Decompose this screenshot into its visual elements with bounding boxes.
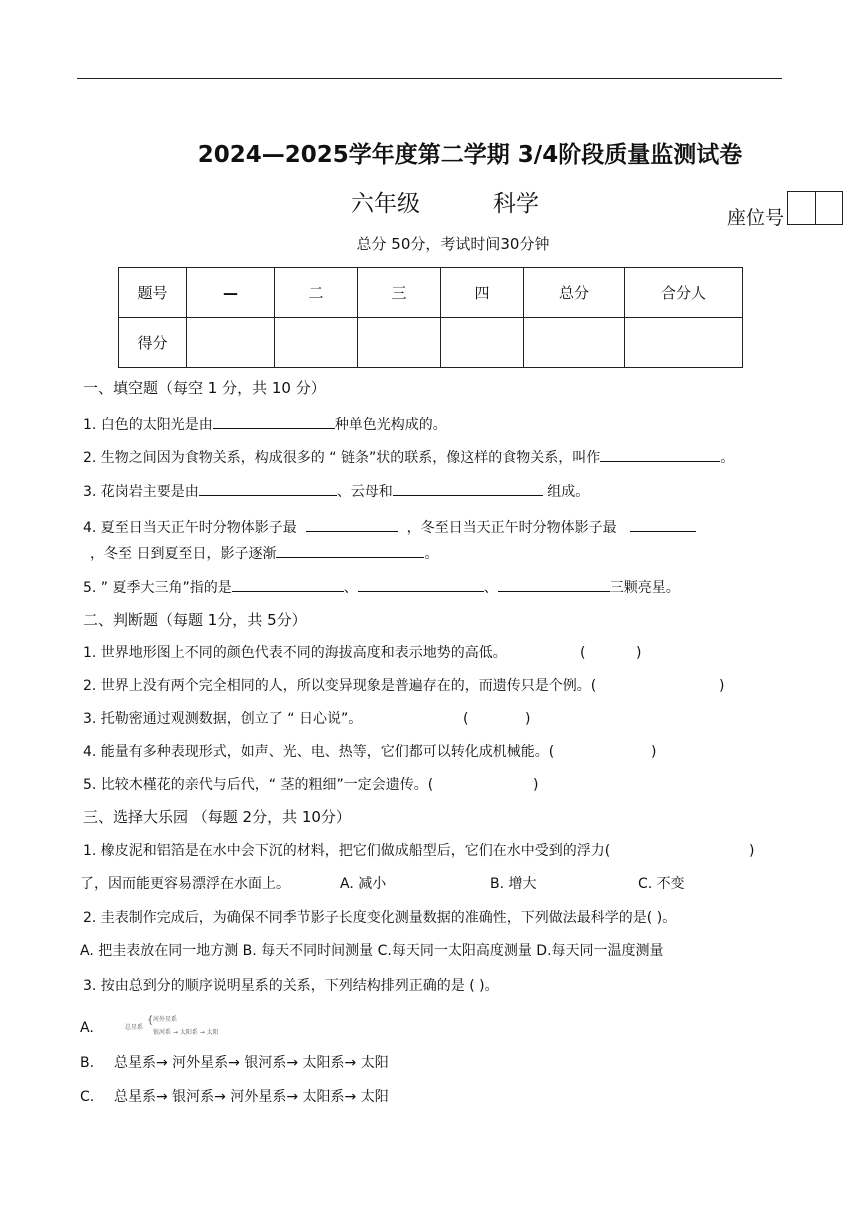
answer-blank[interactable] bbox=[306, 517, 398, 532]
score-table bbox=[118, 267, 743, 368]
seat-box-cell[interactable] bbox=[788, 192, 816, 224]
score-input-cell[interactable] bbox=[187, 318, 275, 368]
q-text: 3. 花岗岩主要是由 bbox=[83, 484, 199, 500]
s1-question-1 bbox=[83, 414, 447, 435]
q-text: ，冬至 日到夏至日，影子逐渐 bbox=[90, 546, 277, 562]
score-input-cell[interactable] bbox=[625, 318, 743, 368]
score-table-header-row bbox=[119, 268, 743, 318]
s2-question-2 bbox=[83, 676, 596, 696]
answer-blank[interactable] bbox=[498, 577, 610, 592]
score-cell: 合分人 bbox=[625, 268, 743, 318]
score-cell: 题号 bbox=[119, 268, 187, 318]
q-text: 2. 生物之间因为食物关系，构成很多的 “ 链条”状的联系，像这样的食物关系，叫作 bbox=[83, 450, 601, 466]
section2-title: 二、判断题（每题 1分，共 5分） bbox=[83, 611, 307, 629]
score-row-label: 得分 bbox=[119, 318, 187, 368]
diagram-top: 河外星系 bbox=[153, 1016, 178, 1023]
seat-label: 座位号 bbox=[727, 207, 785, 229]
grade-label: 六年级 bbox=[351, 191, 420, 217]
score-cell: 二 bbox=[275, 268, 358, 318]
subject-label: 科学 bbox=[493, 191, 539, 217]
top-rule bbox=[77, 78, 782, 79]
exam-info: 总分 50分，考试时间30分钟 bbox=[356, 235, 550, 253]
s1-question-4-cont bbox=[90, 543, 438, 564]
answer-paren-close: ) bbox=[533, 777, 539, 793]
s2-question-3 bbox=[83, 709, 362, 729]
q-text: 。 bbox=[424, 546, 439, 562]
option-c-label[interactable]: C. bbox=[80, 1089, 95, 1105]
option-c-text[interactable]: 总星系→ 银河系→ 河外星系→ 太阳系→ 太阳 bbox=[114, 1089, 389, 1105]
q-text: 5. 比较木槿花的亲代与后代，“ 茎的粗细”一定会遗传。( bbox=[83, 777, 434, 793]
score-input-cell[interactable] bbox=[524, 318, 625, 368]
answer-paren-close: ) bbox=[749, 843, 755, 859]
diagram-bottom: 银河系 → 太阳系 → 太阳 bbox=[153, 1029, 219, 1036]
q-text: ，冬至日当天正午时分物体影子最 bbox=[406, 520, 617, 536]
s3-question-2-options[interactable]: A. 把圭表放在同一地方测 B. 每天不同时间测量 C.每天同一太阳高度测量 D.每天同一温度测量 bbox=[80, 943, 664, 959]
s2-question-4 bbox=[83, 742, 554, 762]
s1-question-2 bbox=[83, 447, 734, 468]
q-text: 、 bbox=[483, 580, 498, 596]
s3-question-2: 2. 圭表制作完成后，为确保不同季节影子长度变化测量数据的准确性，下列做法最科学的是( )。 bbox=[83, 910, 677, 926]
s1-question-5 bbox=[83, 577, 680, 598]
answer-blank[interactable] bbox=[213, 414, 335, 429]
s2-question-1 bbox=[83, 643, 507, 663]
score-cell: — bbox=[187, 268, 275, 318]
score-input-cell[interactable] bbox=[441, 318, 524, 368]
answer-blank[interactable] bbox=[276, 543, 424, 558]
s3-question-1 bbox=[83, 841, 610, 861]
q-text: 三颗亮星。 bbox=[609, 580, 680, 596]
seat-number-boxes[interactable] bbox=[787, 191, 843, 225]
score-input-cell[interactable] bbox=[358, 318, 441, 368]
score-cell: 总分 bbox=[524, 268, 625, 318]
q-text: 1. 世界地形图上不同的颜色代表不同的海拔高度和表示地势的高低。 bbox=[83, 645, 507, 661]
seat-box-cell[interactable] bbox=[816, 192, 843, 224]
answer-paren-close: ) bbox=[719, 678, 725, 694]
option-b-label[interactable]: B. bbox=[80, 1055, 95, 1071]
q-text: 、云母和 bbox=[336, 484, 393, 500]
s1-question-3 bbox=[83, 481, 589, 502]
score-table-score-row bbox=[119, 318, 743, 368]
section3-title: 三、选择大乐园 （每题 2分，共 10分） bbox=[83, 808, 351, 826]
exam-title: 2024—2025学年度第二学期 3/4阶段质量监测试卷 bbox=[197, 142, 743, 168]
q-text: 种单色光构成的。 bbox=[334, 417, 447, 433]
q-text: 1. 橡皮泥和铝箔是在水中会下沉的材料，把它们做成船型后，它们在水中受到的浮力( bbox=[83, 843, 611, 859]
answer-paren-open: ( bbox=[580, 645, 586, 661]
score-cell: 四 bbox=[441, 268, 524, 318]
answer-blank[interactable] bbox=[600, 447, 720, 462]
s1-question-4 bbox=[83, 517, 696, 538]
answer-blank[interactable] bbox=[232, 577, 344, 592]
answer-paren-open: ( bbox=[463, 711, 469, 727]
answer-blank[interactable] bbox=[630, 517, 696, 532]
answer-paren-close: ) bbox=[525, 711, 531, 727]
q-text: 5. ” 夏季大三角”指的是 bbox=[83, 580, 232, 596]
q-text: 2. 世界上没有两个完全相同的人，所以变异现象是普遍存在的，而遗传只是个例。( bbox=[83, 678, 597, 694]
q-text: 3. 托勒密通过观测数据，创立了 “ 日心说”。 bbox=[83, 711, 363, 727]
q-text: 4. 夏至日当天正午时分物体影子最 bbox=[83, 520, 297, 536]
option-b-text[interactable]: 总星系→ 河外星系→ 银河系→ 太阳系→ 太阳 bbox=[114, 1055, 389, 1071]
diagram-brace: { bbox=[147, 1015, 154, 1026]
galaxy-structure-diagram bbox=[121, 1010, 231, 1044]
s3-question-3: 3. 按由总到分的顺序说明星系的关系，下列结构排列正确的是 ( )。 bbox=[83, 978, 499, 994]
option-a-label[interactable]: A. bbox=[80, 1020, 94, 1036]
score-input-cell[interactable] bbox=[275, 318, 358, 368]
q-text: 。 bbox=[720, 450, 735, 466]
answer-blank[interactable] bbox=[393, 481, 543, 496]
diagram-root: 总星系 bbox=[125, 1024, 144, 1031]
option-a[interactable]: A. 减小 bbox=[340, 876, 387, 892]
s2-question-5 bbox=[83, 775, 433, 795]
q-text: 4. 能量有多种表现形式，如声、光、电、热等，它们都可以转化成机械能。( bbox=[83, 744, 555, 760]
answer-paren-close: ) bbox=[636, 645, 642, 661]
s3-question-1-cont: 了，因而能更容易漂浮在水面上。 bbox=[80, 876, 290, 892]
q-text: 1. 白色的太阳光是由 bbox=[83, 417, 213, 433]
score-cell: 三 bbox=[358, 268, 441, 318]
option-c[interactable]: C. 不变 bbox=[638, 876, 685, 892]
q-text: 组成。 bbox=[547, 484, 590, 500]
option-b[interactable]: B. 增大 bbox=[490, 876, 537, 892]
answer-paren-close: ) bbox=[651, 744, 657, 760]
answer-blank[interactable] bbox=[358, 577, 484, 592]
section1-title: 一、填空题（每空 1 分，共 10 分） bbox=[83, 379, 326, 397]
q-text: 、 bbox=[343, 580, 358, 596]
answer-blank[interactable] bbox=[199, 481, 337, 496]
